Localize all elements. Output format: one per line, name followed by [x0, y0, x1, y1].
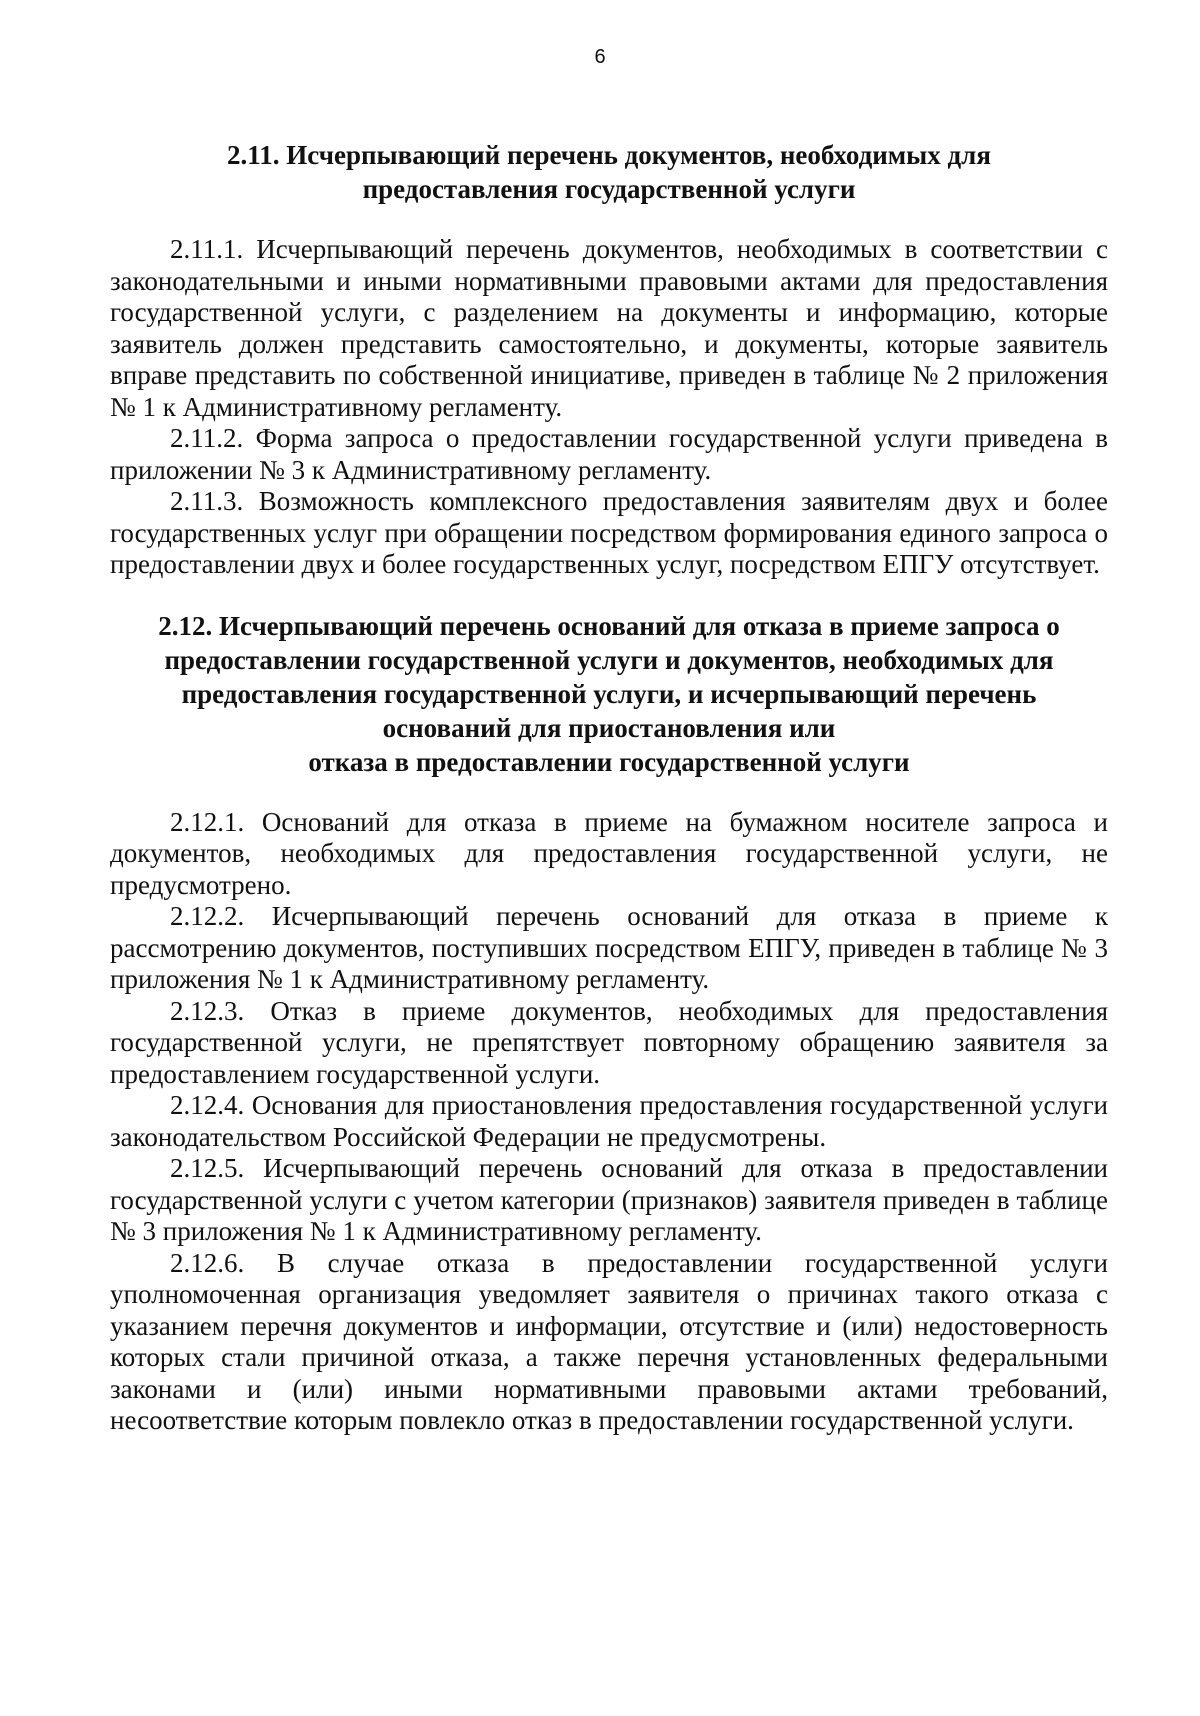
- spacer: [110, 206, 1108, 234]
- heading-line: 2.12. Исчерпывающий перечень оснований для отказа в приеме запроса о: [158, 610, 1060, 641]
- paragraph-2-12-2: 2.12.2. Исчерпывающий перечень оснований для отказа в приеме к рассмотрению документов, поступивших посредством ЕПГУ, приведен в таблице № 3 приложения № 1 к Административному регламенту.: [110, 901, 1108, 994]
- paragraph-2-12-4: 2.12.4. Основания для приостановления предоставления государственной услуги законодательством Российской Федерации не предусмотрены.: [110, 1090, 1108, 1152]
- heading-line: предоставлении государственной услуги и документов, необходимых для: [164, 644, 1054, 675]
- paragraph-2-12-1: 2.12.1. Оснований для отказа в приеме на бумажном носителе запроса и документов, необходимых для предоставления государственной услуги, не предусмотрено.: [110, 806, 1108, 900]
- heading-line: предоставления государственной услуги: [362, 174, 856, 204]
- paragraph-2-11-1: 2.11.1. Исчерпывающий перечень документов, необходимых в соответствии с законодательными и иными нормативными правовыми актами для предоставления государственной услуги, с разделением на документы и информацию, которые заявитель должен представить самостоятельно, и документы, которые заявитель вправе представить по собственной инициативе, приведен в таблице № 2 приложения № 1 к Административному регламенту.: [110, 234, 1108, 422]
- paragraph-2-11-3: 2.11.3. Возможность комплексного предоставления заявителям двух и более государственных услуг при обращении посредством формирования единого запроса о предоставлении двух и более государственных услуг, посредством ЕПГУ отсутствует.: [110, 486, 1108, 579]
- heading-line: отказа в предоставлении государственной услуги: [308, 746, 910, 777]
- heading-line: предоставления государственной услуги, и исчерпывающий перечень: [181, 678, 1037, 709]
- document-body: [110, 138, 1108, 1437]
- paragraph-2-11-2: 2.11.2. Форма запроса о предоставлении государственной услуги приведена в приложении № 3 к Административному регламенту.: [110, 423, 1108, 485]
- section-2-12-heading: [110, 609, 1108, 779]
- paragraph-2-12-5: 2.12.5. Исчерпывающий перечень оснований для отказа в предоставлении государственной услуги с учетом категории (признаков) заявителя приведен в таблице № 3 приложения № 1 к Административному регламенту.: [110, 1153, 1108, 1246]
- heading-line: оснований для приостановления или: [382, 712, 836, 743]
- spacer: [110, 581, 1108, 609]
- spacer: [110, 779, 1108, 807]
- section-2-11-heading: [110, 138, 1108, 206]
- heading-line: 2.11. Исчерпывающий перечень документов, необходимых для: [227, 140, 991, 170]
- page-number: 6: [594, 46, 606, 68]
- paragraph-2-12-3: 2.12.3. Отказ в приеме документов, необходимых для предоставления государственной услуги, не препятствует повторному обращению заявителя за предоставлением государственной услуги.: [110, 995, 1108, 1089]
- paragraph-2-12-6: 2.12.6. В случае отказа в предоставлении государственной услуги уполномоченная организация уведомляет заявителя о причинах такого отказа с указанием перечня документов и информации, отсутствие и (или) недостоверность которых стали причиной отказа, а также перечня установленных федеральными законами и (или) иными нормативными правовыми актами требований, несоответствие которым повлекло отказ в предоставлении государственной услуги.: [110, 1247, 1108, 1435]
